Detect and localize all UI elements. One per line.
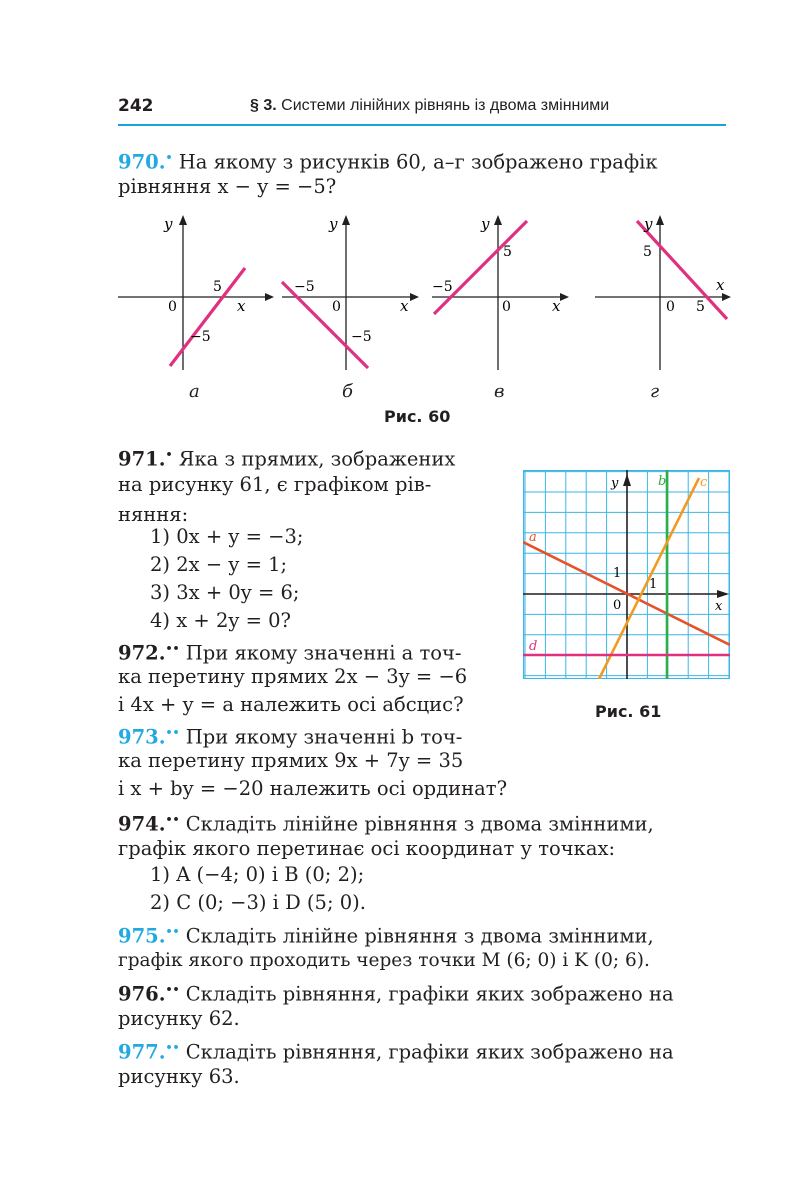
figure-60-panel-v xyxy=(432,215,569,370)
section-title xyxy=(250,97,609,115)
problem-972-line3: і 4x + y = a належить осі абсцис? xyxy=(118,693,464,716)
problem-977-line2: рисунку 63. xyxy=(118,1065,240,1088)
fig60g-y-label: y xyxy=(644,215,653,233)
fig61-y-label: y xyxy=(611,476,619,491)
problem-975-number: 975. xyxy=(118,924,166,948)
fig60g-tick-y: 5 xyxy=(643,244,652,260)
fig60b-tick-x: −5 xyxy=(294,279,315,295)
problem-976-line2: рисунку 62. xyxy=(118,1007,240,1030)
problem-971-option-3: 3) 3x + 0y = 6; xyxy=(150,581,300,604)
problem-972-text1: При якому значенні a точ- xyxy=(185,641,462,665)
fig60a-tick-y: −5 xyxy=(190,329,211,345)
problem-973-line2: ка перетину прямих 9x + 7y = 35 xyxy=(118,749,464,772)
fig61-label-b: b xyxy=(658,474,667,489)
figure-60-caption: Рис. 60 xyxy=(384,407,451,426)
fig61-x-label: x xyxy=(715,599,723,614)
problem-977-marker: •• xyxy=(165,1041,180,1054)
problem-973-line3: і x + by = −20 належить осі ординат? xyxy=(118,777,508,800)
problem-975-text1: Складіть лінійне рівняння з двома змінними, xyxy=(185,924,654,948)
problem-971-number: 971. xyxy=(118,447,166,471)
problem-975-line2: графік якого проходить через точки M (6; 0) і K (0; 6). xyxy=(118,950,650,971)
fig60a-y-label: y xyxy=(164,215,173,233)
fig61-label-d: d xyxy=(529,639,538,654)
figure-60-panel-g xyxy=(595,215,731,370)
fig60-label-a: а xyxy=(189,381,200,402)
problem-971-option-4: 4) x + 2y = 0? xyxy=(150,609,291,632)
fig60v-x-label: x xyxy=(552,297,561,315)
problem-972-line2: ка перетину прямих 2x − 3y = −6 xyxy=(118,665,468,688)
fig61-label-a: a xyxy=(529,530,537,545)
fig60g-tick-x: 5 xyxy=(696,299,705,315)
problem-976-text1: Складіть рівняння, графіки яких зображено на xyxy=(185,982,674,1006)
fig60-label-g: г xyxy=(650,381,660,402)
figure-60-panel-b xyxy=(282,215,419,370)
fig60g-x-label: x xyxy=(716,276,725,294)
fig60b-origin: 0 xyxy=(332,299,341,315)
fig60a-origin: 0 xyxy=(168,299,177,315)
fig60v-tick-y: 5 xyxy=(503,244,512,260)
page-number: 242 xyxy=(118,96,154,116)
problem-974-text1: Складіть лінійне рівняння з двома змінними, xyxy=(185,812,654,836)
problem-974-marker: •• xyxy=(165,813,180,826)
problem-970-marker: • xyxy=(165,151,173,164)
problem-970-line2: рівняння x − y = −5? xyxy=(118,175,337,198)
fig60g-origin: 0 xyxy=(666,299,675,315)
problem-974-number: 974. xyxy=(118,812,166,836)
fig61-label-c: c xyxy=(700,475,708,490)
problem-973-number: 973. xyxy=(118,725,166,749)
fig60v-tick-x: −5 xyxy=(432,279,453,295)
figure-61 xyxy=(523,470,730,679)
problem-977-text1: Складіть рівняння, графіки яких зображено на xyxy=(185,1040,674,1064)
problem-975-marker: •• xyxy=(165,925,180,938)
fig60v-y-label: y xyxy=(481,215,490,233)
fig61-origin: 0 xyxy=(613,598,622,613)
problem-974-line2: графік якого перетинає осі координат у точках: xyxy=(118,837,616,860)
problem-972-number: 972. xyxy=(118,641,166,665)
fig61-x-arrow xyxy=(717,590,729,598)
problem-971-line2: на рисунку 61, є графіком рів- xyxy=(118,473,432,496)
fig60-label-v: в xyxy=(494,381,505,402)
fig60b-y-label: y xyxy=(329,215,338,233)
problem-973-marker: •• xyxy=(165,726,180,739)
problem-971-marker: • xyxy=(165,448,173,461)
section-title-text: Системи лінійних рівнянь із двома змінними xyxy=(281,97,610,114)
problem-971-text1: Яка з прямих, зображених xyxy=(178,447,456,471)
fig61-unit-x: 1 xyxy=(649,577,658,592)
figure-61-caption: Рис. 61 xyxy=(595,702,662,721)
figure-60 xyxy=(110,210,740,400)
fig61-y-arrow xyxy=(623,474,631,486)
problem-971-option-2: 2) 2x − y = 1; xyxy=(150,553,288,576)
fig60a-tick-x: 5 xyxy=(213,279,222,295)
problem-973-text1: При якому значенні b точ- xyxy=(185,725,463,749)
problem-974-option-1: 1) A (−4; 0) і B (0; 2); xyxy=(150,863,365,886)
problem-976-marker: •• xyxy=(165,983,180,996)
fig60a-x-label: x xyxy=(237,297,246,315)
fig60-label-b: б xyxy=(342,381,353,402)
fig60v-origin: 0 xyxy=(502,299,511,315)
page-header xyxy=(118,94,726,126)
fig60b-x-label: x xyxy=(400,297,409,315)
problem-970-text1: На якому з рисунків 60, а–г зображено графік xyxy=(178,150,658,174)
problem-971-option-1: 1) 0x + y = −3; xyxy=(150,525,304,548)
problem-970-number: 970. xyxy=(118,150,166,174)
problem-977-number: 977. xyxy=(118,1040,166,1064)
problem-972-marker: •• xyxy=(165,642,180,655)
figure-60-panel-a xyxy=(118,215,274,370)
problem-976-number: 976. xyxy=(118,982,166,1006)
section-mark: § 3. xyxy=(250,97,277,114)
fig60b-tick-y: −5 xyxy=(351,329,372,345)
problem-974-option-2: 2) C (0; −3) і D (5; 0). xyxy=(150,891,366,914)
fig61-unit-y: 1 xyxy=(613,566,622,581)
problem-971-line3: няння: xyxy=(118,503,189,526)
